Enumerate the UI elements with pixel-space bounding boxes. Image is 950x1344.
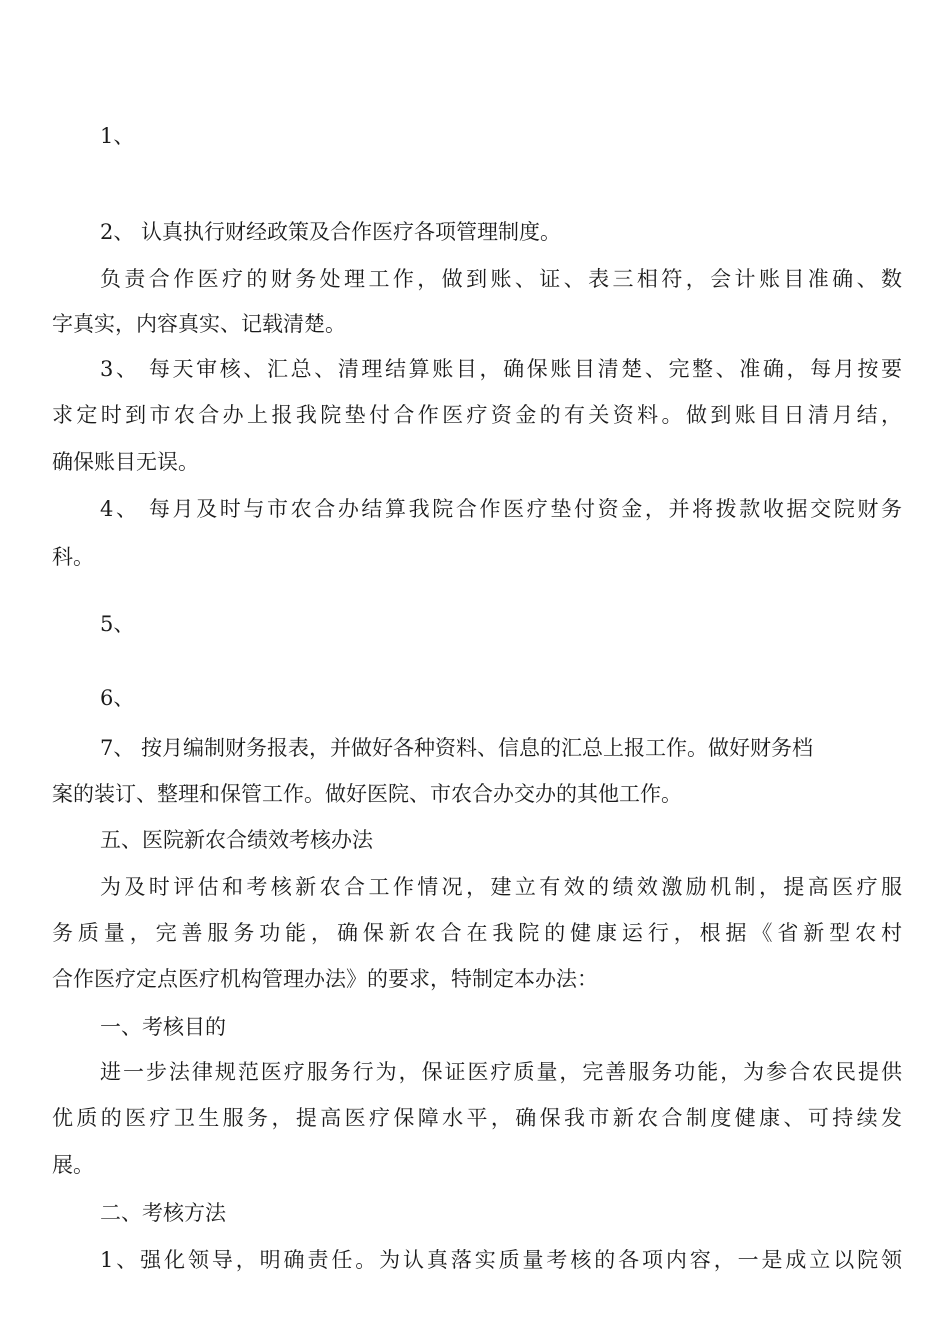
list-item-5: 5、 — [100, 612, 135, 636]
list-item-2: 2、 认真执行财经政策及合作医疗各项管理制度。 — [100, 220, 562, 244]
list-item-6: 6、 — [100, 686, 135, 710]
paragraph-line: 合作医疗定点医疗机构管理办法》的要求，特制定本办法： — [52, 967, 598, 991]
list-item-1: 1、 — [100, 124, 135, 148]
paragraph-line: 负责合作医疗的财务处理工作，做到账、证、表三相符，会计账目准确、数 — [100, 267, 902, 291]
paragraph-line: 确保账目无误。 — [52, 450, 199, 474]
paragraph-line: 1、强化领导，明确责任。为认真落实质量考核的各项内容，一是成立以院领 — [100, 1248, 902, 1272]
paragraph-line: 字真实，内容真实、记载清楚。 — [52, 312, 346, 336]
paragraph-line: 展。 — [52, 1153, 94, 1177]
paragraph-line: 进一步法律规范医疗服务行为，保证医疗质量，完善服务功能，为参合农民提供 — [100, 1060, 902, 1084]
subsection-heading: 二、考核方法 — [100, 1201, 226, 1225]
list-item-7: 7、 按月编制财务报表，并做好各种资料、信息的汇总上报工作。做好财务档 — [100, 736, 814, 760]
paragraph-line: 科。 — [52, 545, 94, 569]
paragraph-line: 为及时评估和考核新农合工作情况，建立有效的绩效激励机制，提高医疗服 — [100, 875, 902, 899]
section-heading: 五、医院新农合绩效考核办法 — [100, 828, 373, 852]
paragraph-line: 务质量，完善服务功能，确保新农合在我院的健康运行，根据《省新型农村 — [52, 921, 902, 945]
list-item-4: 4、 每月及时与市农合办结算我院合作医疗垫付资金，并将拨款收据交院财务 — [100, 497, 902, 521]
paragraph-line: 案的装订、整理和保管工作。做好医院、市农合办交办的其他工作。 — [52, 782, 682, 806]
paragraph-line: 优质的医疗卫生服务，提高医疗保障水平，确保我市新农合制度健康、可持续发 — [52, 1106, 902, 1130]
subsection-heading: 一、考核目的 — [100, 1015, 226, 1039]
paragraph-line: 求定时到市农合办上报我院垫付合作医疗资金的有关资料。做到账目日清月结， — [52, 403, 902, 427]
list-item-3: 3、 每天审核、汇总、清理结算账目，确保账目清楚、完整、准确，每月按要 — [100, 357, 902, 381]
